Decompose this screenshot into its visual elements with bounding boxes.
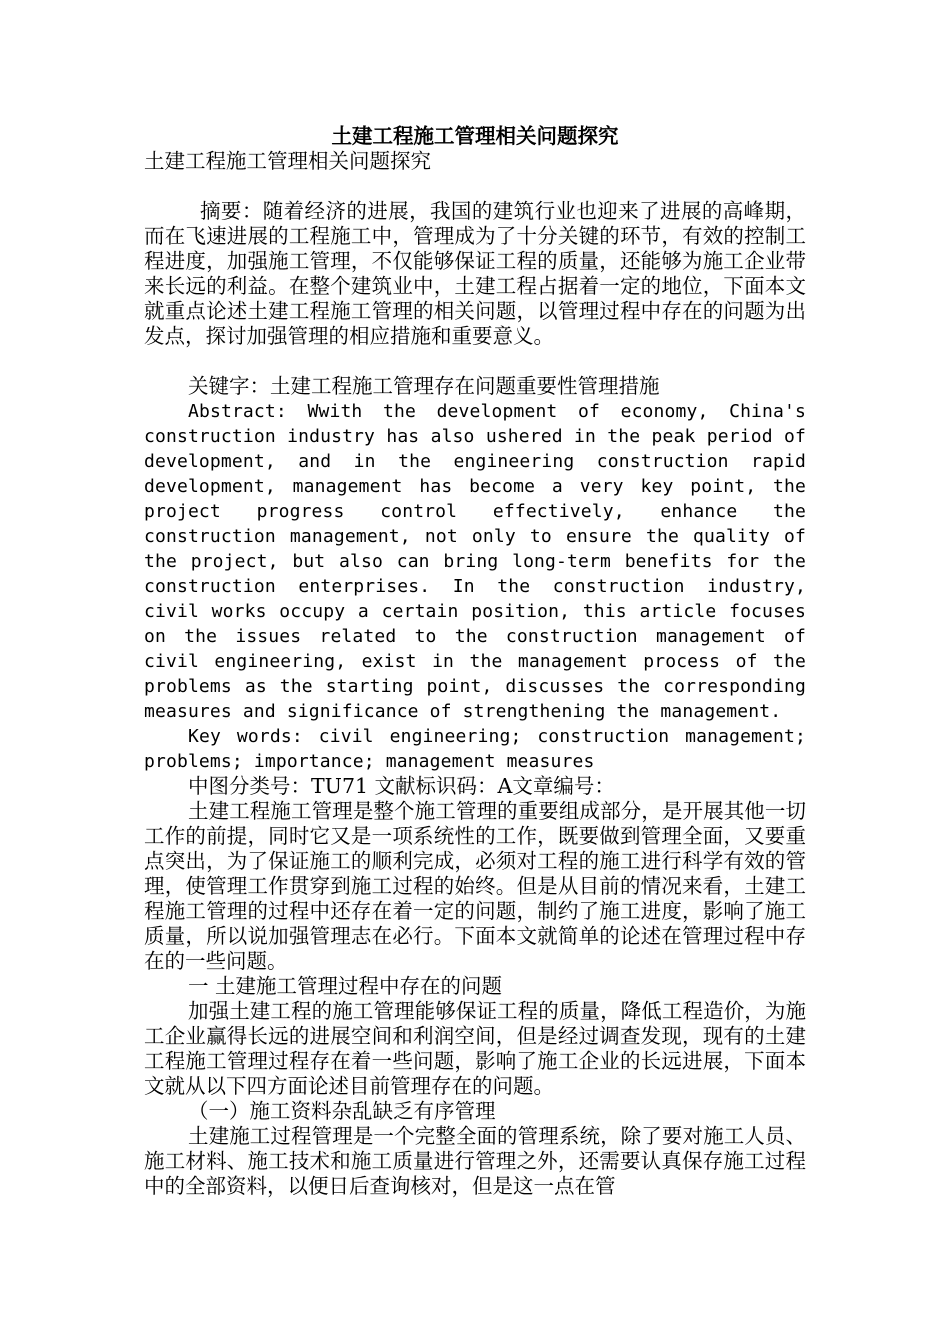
spacer <box>144 349 806 374</box>
classification-line: 中图分类号：TU71 文献标识码：A文章编号： <box>188 774 615 798</box>
abstract-en: Abstract: Wwith the development of economy, China's construction industry has also ushered in the peak period of development, and in the engineering construction rapid development, management has become a very key point, the project progress control effectively, enhance the construction management, not only to ensure the quality of the project, but also can bring long-term benefits for the construction enterprises. In the construction industry, civil works occupy a certain position, this article focuses on the issues related to the construction management of civil engineering, exist in the management process of the problems as the starting point, discusses the corresponding measures and significance of strengthening the management. <box>144 401 806 722</box>
intro-paragraph: 土建工程施工管理是整个施工管理的重要组成部分，是开展其他一切工作的前提，同时它又是一项系统性的工作，既要做到管理全面，又要重点突出，为了保证施工的顺利完成，必须对工程的施工进行科学有效的管理，使管理工作贯穿到施工过程的始终。但是从目前的情况来看，土建工程施工管理的过程中还存在着一定的问题，制约了施工进度，影响了施工质量，所以说加强管理志在必行。下面本文就简单的论述在管理过程中存在的一些问题。 <box>144 799 806 973</box>
section-heading: 一 土建施工管理过程中存在的问题 <box>188 974 503 998</box>
keywords-en: Key words: civil engineering; construction management; problems; importance; management measures <box>144 726 806 772</box>
spacer <box>144 174 806 199</box>
document-body <box>144 124 806 1199</box>
section-paragraph: 加强土建工程的施工管理能够保证工程的质量，降低工程造价，为施工企业赢得长远的进展空间和利润空间，但是经过调查发现，现有的土建工程施工管理过程存在着一些问题，影响了施工企业的长远进展，下面本文就从以下四方面论述目前管理存在的问题。 <box>144 999 806 1098</box>
subsection-heading: （一）施工资料杂乱缺乏有序管理 <box>188 1099 496 1123</box>
subsection-paragraph: 土建施工过程管理是一个完整全面的管理系统，除了要对施工人员、施工材料、施工技术和施工质量进行管理之外，还需要认真保存施工过程中的全部资料，以便日后查询核对，但是这一点在管 <box>144 1124 806 1198</box>
abstract-cn: 摘要：随着经济的进展，我国的建筑行业也迎来了进展的高峰期，而在飞速进展的工程施工中，管理成为了十分关键的环节，有效的控制工程进度，加强施工管理，不仅能够保证工程的质量，还能够为施工企业带来长远的利益。在整个建筑业中，土建工程占据着一定的地位，下面本文就重点论述土建工程施工管理的相关问题，以管理过程中存在的问题为出发点，探讨加强管理的相应措施和重要意义。 <box>144 199 806 348</box>
keywords-cn: 关键字：土建工程施工管理存在问题重要性管理措施 <box>188 374 660 398</box>
document-subtitle: 土建工程施工管理相关问题探究 <box>144 149 431 173</box>
document-title: 土建工程施工管理相关问题探究 <box>331 124 619 148</box>
